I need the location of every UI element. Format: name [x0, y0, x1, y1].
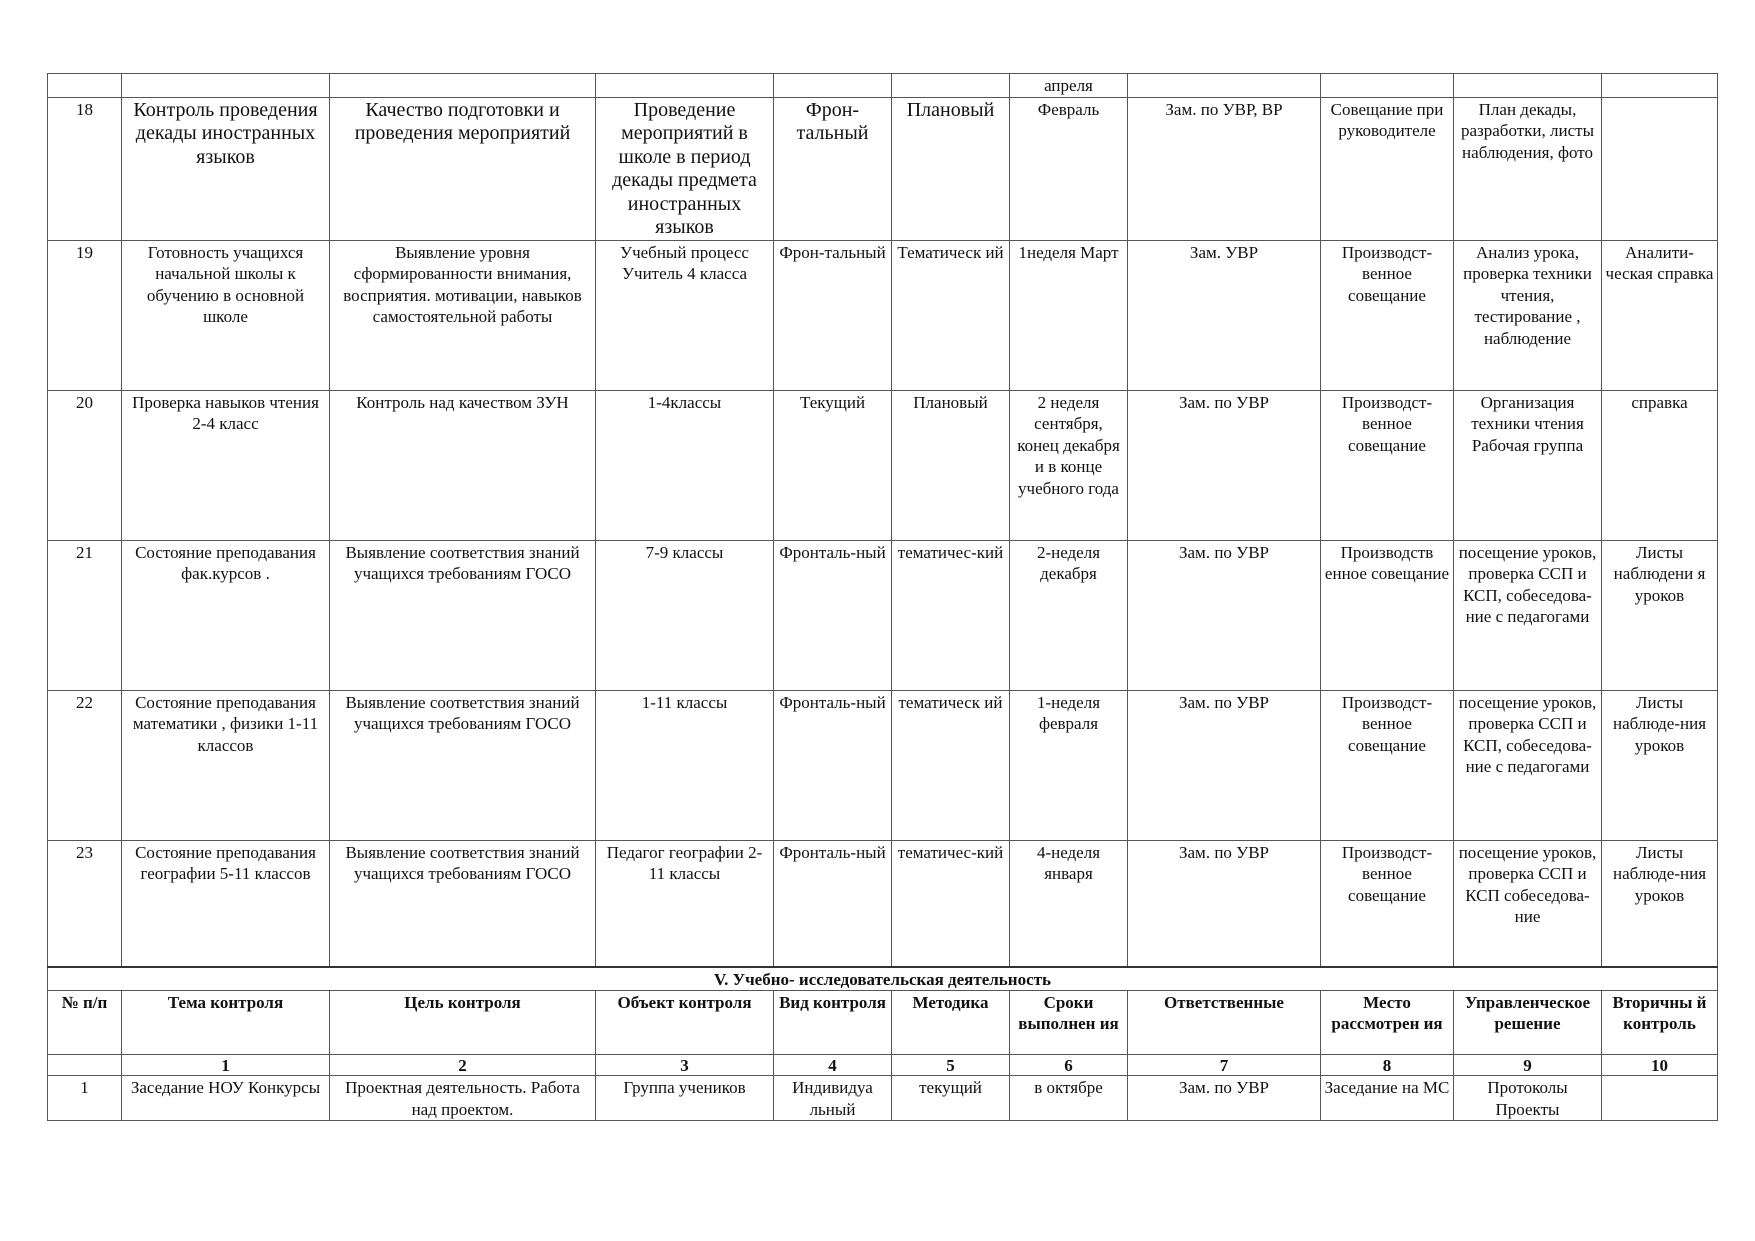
header-period: Сроки выполнен ия — [1010, 991, 1128, 1055]
cell-goal: Выявление уровня сформированности внимания, восприятия. мотивации, навыков самостоятельной работы — [330, 240, 596, 390]
cell-type: Фронталь-ный — [774, 540, 892, 690]
header-type: Вид контроля — [774, 991, 892, 1055]
cell-period: в октябре — [1010, 1076, 1128, 1121]
cell-secondary: Листы наблюде-ния уроков — [1602, 690, 1718, 840]
cell-method: Тематическ ий — [892, 240, 1010, 390]
cell-responsible: Зам. по УВР — [1128, 1076, 1321, 1121]
cell-decision: Организация техники чтения Рабочая группа — [1454, 390, 1602, 540]
cell-number: 23 — [48, 840, 122, 967]
cell-place: Производст-венное совещание — [1321, 840, 1454, 967]
header-number: № п/п — [48, 991, 122, 1055]
cell-period: Февраль — [1010, 97, 1128, 240]
cell-decision: Анализ урока, проверка техники чтения, тестирование , наблюдение — [1454, 240, 1602, 390]
table-row — [48, 74, 1718, 98]
cell-method: тематичес-кий — [892, 540, 1010, 690]
cell-method: Плановый — [892, 390, 1010, 540]
header-object: Объект контроля — [596, 991, 774, 1055]
header-goal: Цель контроля — [330, 991, 596, 1055]
column-number-row — [48, 1055, 1718, 1076]
cell-topic: Заседание НОУ Конкурсы — [122, 1076, 330, 1121]
cell-empty — [330, 74, 596, 98]
cell-empty — [1321, 74, 1454, 98]
cell-decision: Протоколы Проекты — [1454, 1076, 1602, 1121]
cell-number: 22 — [48, 690, 122, 840]
control-plan-table — [47, 73, 1718, 1121]
cell-object: 1-4классы — [596, 390, 774, 540]
cell-type: Текущий — [774, 390, 892, 540]
cell-object: Проведение мероприятий в школе в период декады предмета иностранных языков — [596, 97, 774, 240]
cell-type: Фрон-тальный — [774, 97, 892, 240]
column-number: 4 — [774, 1055, 892, 1076]
cell-object: Группа учеников — [596, 1076, 774, 1121]
cell-goal: Проектная деятельность. Работа над проектом. — [330, 1076, 596, 1121]
table-row — [48, 690, 1718, 840]
header-topic: Тема контроля — [122, 991, 330, 1055]
cell-place: Заседание на МС — [1321, 1076, 1454, 1121]
cell-method: тематичес-кий — [892, 840, 1010, 967]
column-number: 1 — [122, 1055, 330, 1076]
cell-method: текущий — [892, 1076, 1010, 1121]
cell-goal: Выявление соответствия знаний учащихся требованиям ГОСО — [330, 540, 596, 690]
cell-place: Производст-венное совещание — [1321, 690, 1454, 840]
column-number: 7 — [1128, 1055, 1321, 1076]
cell-decision: посещение уроков, проверка ССП и КСП, собеседова-ние с педагогами — [1454, 540, 1602, 690]
cell-method: Плановый — [892, 97, 1010, 240]
table-row — [48, 390, 1718, 540]
column-number: 2 — [330, 1055, 596, 1076]
cell-decision: План декады, разработки, листы наблюдения, фото — [1454, 97, 1602, 240]
cell-secondary — [1602, 1076, 1718, 1121]
header-responsible: Ответственные — [1128, 991, 1321, 1055]
cell-number: 21 — [48, 540, 122, 690]
cell-topic: Состояние преподавания географии 5-11 классов — [122, 840, 330, 967]
column-number: 6 — [1010, 1055, 1128, 1076]
cell-period: 2 неделя сентября, конец декабря и в конце учебного года — [1010, 390, 1128, 540]
table-row — [48, 240, 1718, 390]
cell-object: 1-11 классы — [596, 690, 774, 840]
cell-topic: Состояние преподавания математики , физики 1-11 классов — [122, 690, 330, 840]
table-row — [48, 97, 1718, 240]
header-method: Методика — [892, 991, 1010, 1055]
cell-method: тематическ ий — [892, 690, 1010, 840]
table-row — [48, 540, 1718, 690]
cell-responsible: Зам. по УВР — [1128, 390, 1321, 540]
header-row — [48, 991, 1718, 1055]
cell-empty — [1454, 74, 1602, 98]
cell-secondary: Аналити-ческая справка — [1602, 240, 1718, 390]
cell-topic: Проверка навыков чтения 2-4 класс — [122, 390, 330, 540]
cell-empty — [1602, 74, 1718, 98]
cell-period: 2-неделя декабря — [1010, 540, 1128, 690]
cell-decision: посещение уроков, проверка ССП и КСП собеседова-ние — [1454, 840, 1602, 967]
cell-topic: Состояние преподавания фак.курсов . — [122, 540, 330, 690]
cell-topic: Готовность учащихся начальной школы к обучению в основной школе — [122, 240, 330, 390]
cell-topic: Контроль проведения декады иностранных языков — [122, 97, 330, 240]
column-number: 8 — [1321, 1055, 1454, 1076]
column-number: 3 — [596, 1055, 774, 1076]
cell-number: 18 — [48, 97, 122, 240]
cell-empty — [892, 74, 1010, 98]
cell-type: Фронталь-ный — [774, 840, 892, 967]
header-decision: Управленческое решение — [1454, 991, 1602, 1055]
cell-type: Индивидуа льный — [774, 1076, 892, 1121]
cell-empty — [596, 74, 774, 98]
cell-empty — [122, 74, 330, 98]
cell-number: 1 — [48, 1076, 122, 1121]
cell-place: Производст-венное совещание — [1321, 240, 1454, 390]
cell-place: Совещание при руководителе — [1321, 97, 1454, 240]
cell-type: Фронталь-ный — [774, 690, 892, 840]
cell-period: 4-неделя января — [1010, 840, 1128, 967]
section-title: V. Учебно- исследовательская деятельность — [48, 967, 1718, 991]
table-row — [48, 1076, 1718, 1121]
cell-object: Учебный процесс Учитель 4 класса — [596, 240, 774, 390]
cell-empty — [48, 74, 122, 98]
cell-empty — [1128, 74, 1321, 98]
cell-period: апреля — [1010, 74, 1128, 98]
cell-goal: Выявление соответствия знаний учащихся требованиям ГОСО — [330, 840, 596, 967]
cell-goal: Выявление соответствия знаний учащихся требованиям ГОСО — [330, 690, 596, 840]
header-secondary: Вторичны й контроль — [1602, 991, 1718, 1055]
cell-place: Производств енное совещание — [1321, 540, 1454, 690]
cell-goal: Контроль над качеством ЗУН — [330, 390, 596, 540]
cell-period: 1неделя Март — [1010, 240, 1128, 390]
cell-secondary — [1602, 97, 1718, 240]
cell-number: 19 — [48, 240, 122, 390]
cell-responsible: Зам. по УВР — [1128, 690, 1321, 840]
cell-goal: Качество подготовки и проведения мероприятий — [330, 97, 596, 240]
cell-empty — [774, 74, 892, 98]
cell-period: 1-неделя февраля — [1010, 690, 1128, 840]
cell-type: Фрон-тальный — [774, 240, 892, 390]
cell-responsible: Зам. по УВР, ВР — [1128, 97, 1321, 240]
cell-object: 7-9 классы — [596, 540, 774, 690]
cell-responsible: Зам. по УВР — [1128, 540, 1321, 690]
cell-number: 20 — [48, 390, 122, 540]
cell-secondary: Листы наблюдени я уроков — [1602, 540, 1718, 690]
column-number: 10 — [1602, 1055, 1718, 1076]
table-row — [48, 840, 1718, 967]
column-number — [48, 1055, 122, 1076]
section-title-row — [48, 967, 1718, 991]
cell-responsible: Зам. УВР — [1128, 240, 1321, 390]
header-place: Место рассмотрен ия — [1321, 991, 1454, 1055]
cell-secondary: Листы наблюде-ния уроков — [1602, 840, 1718, 967]
column-number: 5 — [892, 1055, 1010, 1076]
cell-responsible: Зам. по УВР — [1128, 840, 1321, 967]
cell-secondary: справка — [1602, 390, 1718, 540]
cell-place: Производст-венное совещание — [1321, 390, 1454, 540]
cell-object: Педагог географии 2-11 классы — [596, 840, 774, 967]
column-number: 9 — [1454, 1055, 1602, 1076]
cell-decision: посещение уроков, проверка ССП и КСП, собеседова-ние с педагогами — [1454, 690, 1602, 840]
